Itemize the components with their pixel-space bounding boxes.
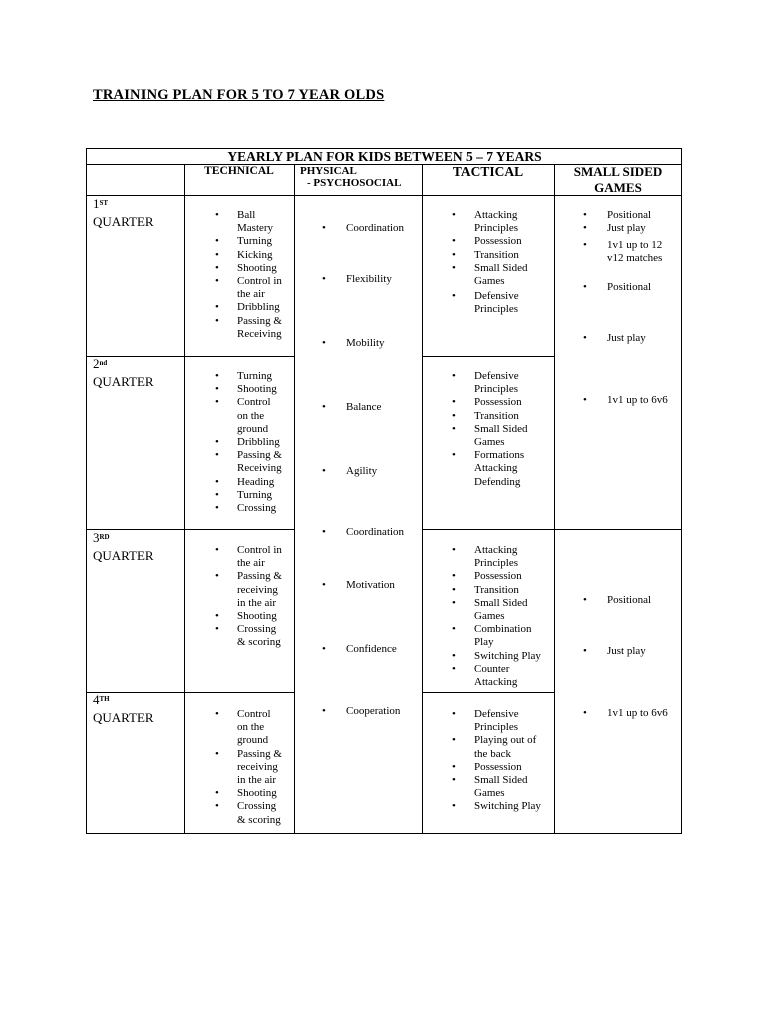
quarter-suffix: RD <box>99 533 110 541</box>
physical-item-coordination: • Coordination <box>322 222 404 235</box>
ssg-item-1v1-6v6-2: • 1v1 up to 6v6 <box>583 707 668 720</box>
quarter-label-2 <box>93 357 154 389</box>
quarter-word: QUARTER <box>93 214 154 229</box>
technical-list-q3 <box>215 544 290 650</box>
column-divider-1 <box>184 164 185 834</box>
list-item: • Heading <box>215 476 290 489</box>
q1-q2-divider-tactical <box>422 356 555 357</box>
document-title: TRAINING PLAN FOR 5 TO 7 YEAR OLDS <box>93 87 385 103</box>
quarter-number: 3 <box>93 530 100 545</box>
ssg-item-just-play: • Just play <box>583 222 646 235</box>
list-item: • Shooting <box>215 383 290 396</box>
list-item: • Shooting <box>215 610 290 623</box>
physical-item-cooperation: • Cooperation <box>322 705 400 718</box>
column-divider-3 <box>422 164 423 834</box>
list-item: • Playing out of the back <box>452 734 550 760</box>
list-item: • Kicking <box>215 249 290 262</box>
table-border-left <box>86 148 87 834</box>
list-item: • Small Sided Games <box>452 774 536 800</box>
quarter-suffix: ST <box>99 199 109 207</box>
list-item: • Turning <box>215 370 290 383</box>
technical-list-q4 <box>215 708 290 827</box>
table-border-bottom <box>86 833 682 834</box>
list-item: • Crossing & scoring <box>215 623 285 649</box>
tactical-list-q1 <box>452 209 552 317</box>
quarter-label-1 <box>93 197 154 229</box>
list-item: • Defensive Principles <box>452 370 526 396</box>
list-item: • Attacking Principles <box>452 209 524 235</box>
list-item: • Switching Play <box>452 800 552 813</box>
list-item: • Crossing <box>215 502 290 515</box>
quarter-label-4 <box>93 693 154 725</box>
list-item: • Passing & Receiving <box>215 315 290 341</box>
list-item: • Control on the ground <box>215 396 269 436</box>
list-item: • Transition <box>452 584 552 597</box>
header-psychosocial: - PSYCHOSOCIAL <box>307 177 402 189</box>
table-border-right <box>681 148 682 834</box>
list-item: • Dribbling <box>215 436 290 449</box>
q2-q3-divider-left <box>86 529 295 530</box>
quarter-suffix: nd <box>99 359 108 367</box>
column-divider-2 <box>294 164 295 834</box>
list-item: • Counter Attacking <box>452 663 526 689</box>
quarter-word: QUARTER <box>93 548 154 563</box>
physical-item-flexibility: • Flexibility <box>322 273 392 286</box>
list-item: • Ball Mastery <box>215 209 290 235</box>
table-caption: YEARLY PLAN FOR KIDS BETWEEN 5 – 7 YEARS <box>227 149 542 164</box>
physical-item-mobility: • Mobility <box>322 337 385 350</box>
quarter-word: QUARTER <box>93 374 154 389</box>
list-item: • Defensive Principles <box>452 708 526 734</box>
physical-item-motivation: • Motivation <box>322 579 395 592</box>
q3-q4-divider-tactical <box>422 692 555 693</box>
list-item: • Turning <box>215 489 290 502</box>
list-item: • Formations Attacking Defending <box>452 449 529 489</box>
quarter-number: 2 <box>93 356 100 371</box>
tactical-list-q4 <box>452 708 552 814</box>
quarter-suffix: TH <box>99 695 110 703</box>
quarter-word: QUARTER <box>93 710 154 725</box>
list-item: • Turning <box>215 235 290 248</box>
ssg-item-positional: • Positional <box>583 209 651 222</box>
quarter-number: 1 <box>93 196 100 211</box>
list-item: • Small Sided Games <box>452 423 536 449</box>
physical-item-balance: • Balance <box>322 401 381 414</box>
ssg-item-positional-2: • Positional <box>583 281 651 294</box>
list-item: • Dribbling <box>215 301 290 314</box>
header-ssg-line1: SMALL SIDED <box>573 164 663 179</box>
list-item: • Passing & receiving in the air <box>215 748 287 788</box>
header-small-sided-games <box>556 164 680 196</box>
list-item: • Possession <box>452 761 552 774</box>
list-item: • Crossing & scoring <box>215 800 285 826</box>
list-item: • Control in the air <box>215 544 287 570</box>
physical-item-coordination-2: • Coordination <box>322 526 404 539</box>
tactical-list-q2 <box>452 370 552 489</box>
q2-q3-divider-right <box>422 529 682 530</box>
list-item: • Combination Play <box>452 623 540 649</box>
list-item: • Defensive Principles <box>452 290 526 316</box>
ssg-item-just-play-3: • Just play <box>583 645 646 658</box>
list-item: • Passing & Receiving <box>215 449 290 475</box>
physical-item-confidence: • Confidence <box>322 643 397 656</box>
list-item: • Control on the ground <box>215 708 271 748</box>
list-item: • Shooting <box>215 262 290 275</box>
tactical-list-q3 <box>452 544 552 689</box>
quarter-label-3 <box>93 531 154 563</box>
header-physical: PHYSICAL <box>300 165 357 177</box>
column-divider-4 <box>554 164 555 834</box>
header-tactical: TACTICAL <box>452 164 524 179</box>
list-item: • Passing & receiving in the air <box>215 570 287 610</box>
ssg-item-1v1-12v12: • 1v1 up to 12 v12 matches <box>583 239 679 265</box>
technical-list-q2 <box>215 370 290 515</box>
list-item: • Possession <box>452 570 552 583</box>
list-item: • Possession <box>452 396 552 409</box>
physical-item-agility: • Agility <box>322 465 377 478</box>
list-item: • Shooting <box>215 787 290 800</box>
list-item: • Transition <box>452 410 552 423</box>
ssg-item-positional-3: • Positional <box>583 594 651 607</box>
list-item: • Possession <box>452 235 552 248</box>
technical-list-q1 <box>215 209 290 341</box>
list-item: • Transition <box>452 249 552 262</box>
list-item: • Small Sided Games <box>452 597 536 623</box>
header-technical: TECHNICAL <box>204 165 274 177</box>
list-item: • Small Sided Games <box>452 262 536 288</box>
list-item: • Control in the air <box>215 275 290 301</box>
quarter-number: 4 <box>93 692 100 707</box>
list-item: • Switching Play <box>452 650 552 663</box>
ssg-item-1v1-6v6: • 1v1 up to 6v6 <box>583 394 668 407</box>
list-item: • Attacking Principles <box>452 544 524 570</box>
header-ssg-line2: GAMES <box>594 180 642 195</box>
ssg-item-just-play-2: • Just play <box>583 332 646 345</box>
